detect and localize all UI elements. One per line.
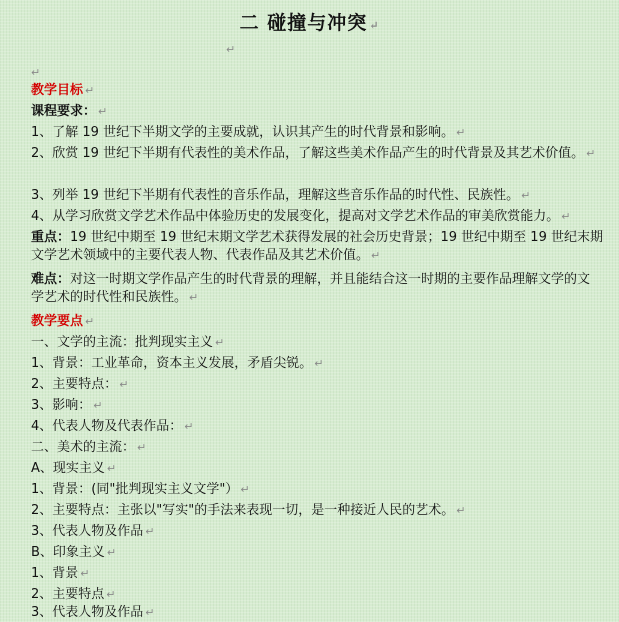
line-text: B、印象主义 xyxy=(31,545,105,560)
heading-text: 教学目标 xyxy=(31,83,84,98)
line-text: 2、主要特点： xyxy=(31,377,118,392)
course-requirements-label xyxy=(31,103,606,121)
line-text: 1、背景：工业革命，资本主义发展，矛盾尖锐。 xyxy=(31,356,313,371)
paragraph-mark-icon: ↵ xyxy=(98,105,108,118)
point-line xyxy=(31,586,606,604)
line-text: 一、文学的主流：批判现实主义 xyxy=(31,335,214,350)
paragraph-mark-icon: ↵ xyxy=(456,126,466,139)
point-line xyxy=(31,502,606,520)
point-line xyxy=(31,481,606,499)
heading-text: 教学要点 xyxy=(31,314,84,329)
teaching-goals-heading xyxy=(31,82,606,100)
item-text: 3、列举 19 世纪下半期有代表性的音乐作品，理解这些音乐作品的时代性、民族性。 xyxy=(31,188,520,203)
point-line xyxy=(31,355,606,373)
line-text: 3、影响： xyxy=(31,398,92,413)
paragraph-mark-icon: ↵ xyxy=(85,315,95,328)
item-text: 2、欣赏 19 世纪下半期有代表性的美术作品，了解这些美术作品产生的时代背景及其艺术价值。 xyxy=(31,146,585,161)
line-text: 二、美术的主流： xyxy=(31,440,136,455)
goal-item-1 xyxy=(31,124,606,142)
paragraph-mark-icon: ↵ xyxy=(106,588,116,601)
paragraph-mark-icon: ↵ xyxy=(119,378,129,391)
paragraph-mark-icon: ↵ xyxy=(215,336,225,349)
goal-item-2 xyxy=(31,145,603,163)
item-text: 4、从学习欣赏文学艺术作品中体验历史的发展变化，提高对文学艺术作品的审美欣赏能力。 xyxy=(31,209,560,224)
paragraph-mark-icon: ↵ xyxy=(184,420,194,433)
paragraph-mark-icon: ↵ xyxy=(561,210,571,223)
label-text: 课程要求： xyxy=(31,104,97,119)
paragraph-mark-icon: ↵ xyxy=(314,357,324,370)
goal-item-3 xyxy=(31,187,606,205)
line-text: 4、代表人物及代表作品： xyxy=(31,419,183,434)
title-text: 二 碰撞与冲突 xyxy=(239,12,368,34)
difficulty-label: 难点： xyxy=(31,272,71,287)
paragraph-mark-icon: ↵ xyxy=(226,43,236,56)
point-line xyxy=(31,376,606,394)
paragraph-mark-icon: ↵ xyxy=(145,525,155,538)
paragraph-mark-icon: ↵ xyxy=(145,606,155,619)
paragraph-mark-icon: ↵ xyxy=(31,66,41,79)
page-title xyxy=(0,8,619,35)
line-text: 3、代表人物及作品 xyxy=(31,605,144,620)
paragraph-mark-icon: ↵ xyxy=(521,189,531,202)
goal-item-4 xyxy=(31,208,611,226)
line-text: 3、代表人物及作品 xyxy=(31,524,144,539)
point-line xyxy=(31,565,606,583)
point-line xyxy=(31,604,606,622)
line-text: 1、背景 xyxy=(31,566,79,581)
point-line xyxy=(31,397,606,415)
paragraph-mark-icon: ↵ xyxy=(586,147,596,160)
paragraph-mark-icon: ↵ xyxy=(137,441,147,454)
key-text: 19 世纪中期至 19 世纪末期文学艺术获得发展的社会历史背景；19 世纪中期至 19 世纪末期文学艺术领域中的主要代表人物、代表作品及其艺术价值。 xyxy=(31,230,603,263)
paragraph-mark-icon: ↵ xyxy=(189,291,199,304)
line-text: 1、背景：(同"批判现实主义文学"） xyxy=(31,482,239,497)
teaching-points-heading xyxy=(31,313,606,331)
difficulty-paragraph xyxy=(31,271,603,307)
paragraph-mark-icon: ↵ xyxy=(369,19,380,32)
paragraph-mark-icon: ↵ xyxy=(93,399,103,412)
point-line xyxy=(31,334,606,352)
paragraph-mark-icon: ↵ xyxy=(106,546,117,559)
difficulty-text: 对这一时期文学作品产生的时代背景的理解，并且能结合这一时期的主要作品理解文学的文学艺术的时代性和民族性。 xyxy=(31,272,591,305)
point-line xyxy=(31,418,606,436)
paragraph-mark-icon: ↵ xyxy=(456,504,466,517)
paragraph-mark-icon: ↵ xyxy=(240,483,250,496)
point-line xyxy=(31,439,606,457)
point-line xyxy=(31,523,606,541)
line-text: A、现实主义 xyxy=(31,461,105,476)
line-text: 2、主要特点 xyxy=(31,587,105,602)
paragraph-mark-icon: ↵ xyxy=(371,249,381,262)
item-text: 1、了解 19 世纪下半期文学的主要成就，认识其产生的时代背景和影响。 xyxy=(31,125,455,140)
key-points-paragraph xyxy=(31,229,603,265)
paragraph-mark-icon: ↵ xyxy=(85,84,95,97)
paragraph-mark-icon: ↵ xyxy=(80,567,90,580)
paragraph-mark-icon: ↵ xyxy=(106,462,117,475)
point-line xyxy=(31,544,606,562)
key-label: 重点： xyxy=(31,230,71,245)
point-line xyxy=(31,460,606,478)
line-text: 2、主要特点：主张以"写实"的手法来表现一切，是一种接近人民的艺术。 xyxy=(31,503,455,518)
